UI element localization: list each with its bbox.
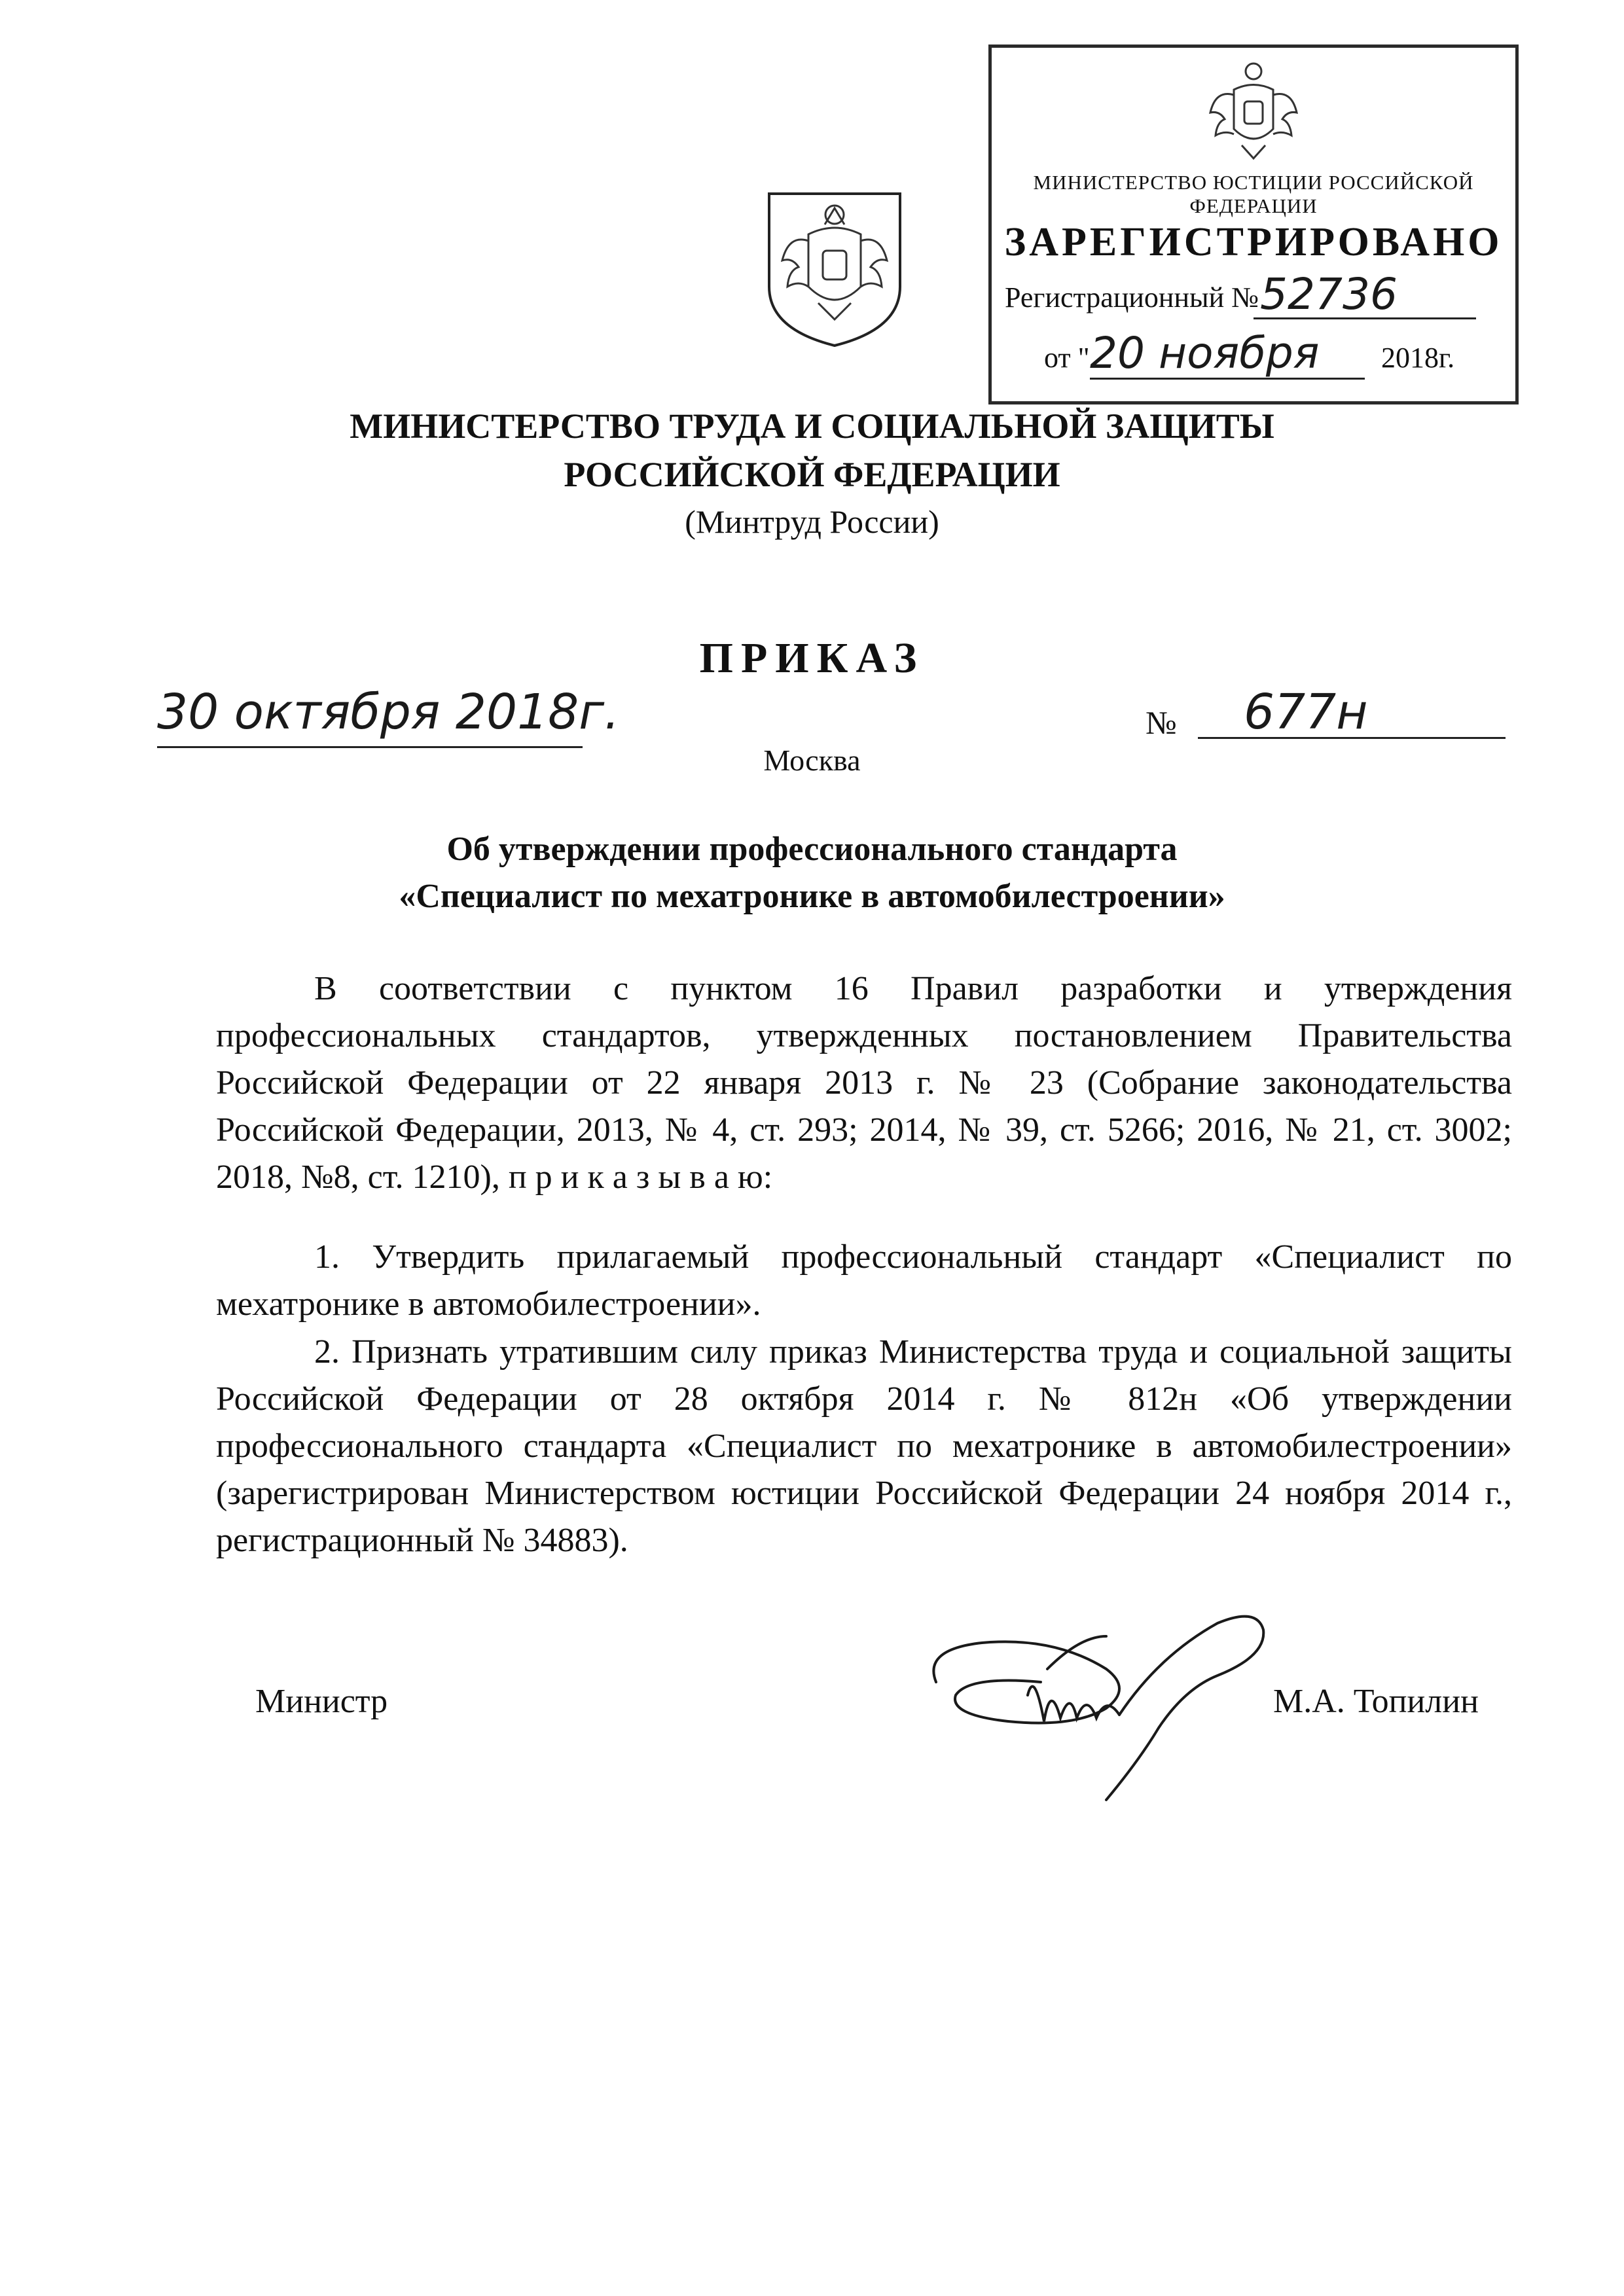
order-title: ПРИКАЗ	[699, 634, 925, 682]
stamp-reg-number-label: Регистрационный №	[1005, 281, 1259, 314]
stamp-emblem	[1201, 57, 1306, 168]
preamble-paragraph: В соответствии с пунктом 16 Правил разработки и утверждения профессиональных стандартов, утвержденных постановлением Правительства Российской Федерации от 22 января 2013 г. № 23 (Собрание законодательства Российской Федерации, 2013, № 4, ст. 293; 2014, № 39, ст. 5266; 2016, № 21, ст. 3002; 2018, №8, ст. 1210), п р и к а з ы в а ю:	[216, 970, 1512, 1196]
stamp-registered-label: ЗАРЕГИСТРИРОВАНО	[1004, 220, 1503, 264]
subject-line2: «Специалист по мехатронике в автомобилестроении»	[399, 878, 1225, 915]
signer-name: М.А. Топилин	[1273, 1683, 1479, 1720]
signer-title: Министр	[255, 1683, 388, 1720]
registration-stamp	[988, 45, 1519, 404]
stamp-number-underline	[1254, 317, 1476, 319]
stamp-date-label: от "	[1044, 342, 1090, 374]
stamp-date-underline	[1090, 378, 1365, 380]
ministry-name-line1: МИНИСТЕРСТВО ТРУДА И СОЦИАЛЬНОЙ ЗАЩИТЫ	[350, 406, 1274, 446]
order-number: 677н	[1244, 684, 1368, 740]
order-item-2: 2. Признать утратившим силу приказ Министерства труда и социальной защиты Российской Федерации от 28 октября 2014 г. № 812н «Об утверждении профессионального стандарта «Специалист по мехатронике в автомобилестроении» (зарегистрирован Министерством юстиции Российской Федерации 24 ноября 2014 г., регистрационный № 34883).	[216, 1333, 1512, 1559]
ministry-short-name: (Минтруд России)	[685, 503, 939, 540]
stamp-year: 2018г.	[1381, 342, 1455, 374]
order-number-sign: №	[1146, 704, 1177, 741]
order-date: 30 октября 2018г.	[157, 684, 620, 740]
subject-line1: Об утверждении профессионального стандарта	[446, 831, 1178, 868]
order-city: Москва	[763, 744, 861, 777]
order-number-underline	[1198, 737, 1506, 739]
ministry-name-line2: РОССИЙСКОЙ ФЕДЕРАЦИИ	[564, 455, 1060, 494]
handwritten-signature	[910, 1597, 1276, 1820]
stamp-date-value: 20 ноября	[1090, 328, 1320, 378]
stamp-ministry-name: МИНИСТЕРСТВО ЮСТИЦИИ РОССИЙСКОЙ ФЕДЕРАЦИИ	[1033, 171, 1474, 217]
coat-of-arms-emblem	[763, 188, 907, 349]
stamp-reg-number: 52736	[1260, 269, 1398, 319]
order-item-1: 1. Утвердить прилагаемый профессиональный стандарт «Специалист по мехатронике в автомобилестроении».	[216, 1238, 1512, 1323]
